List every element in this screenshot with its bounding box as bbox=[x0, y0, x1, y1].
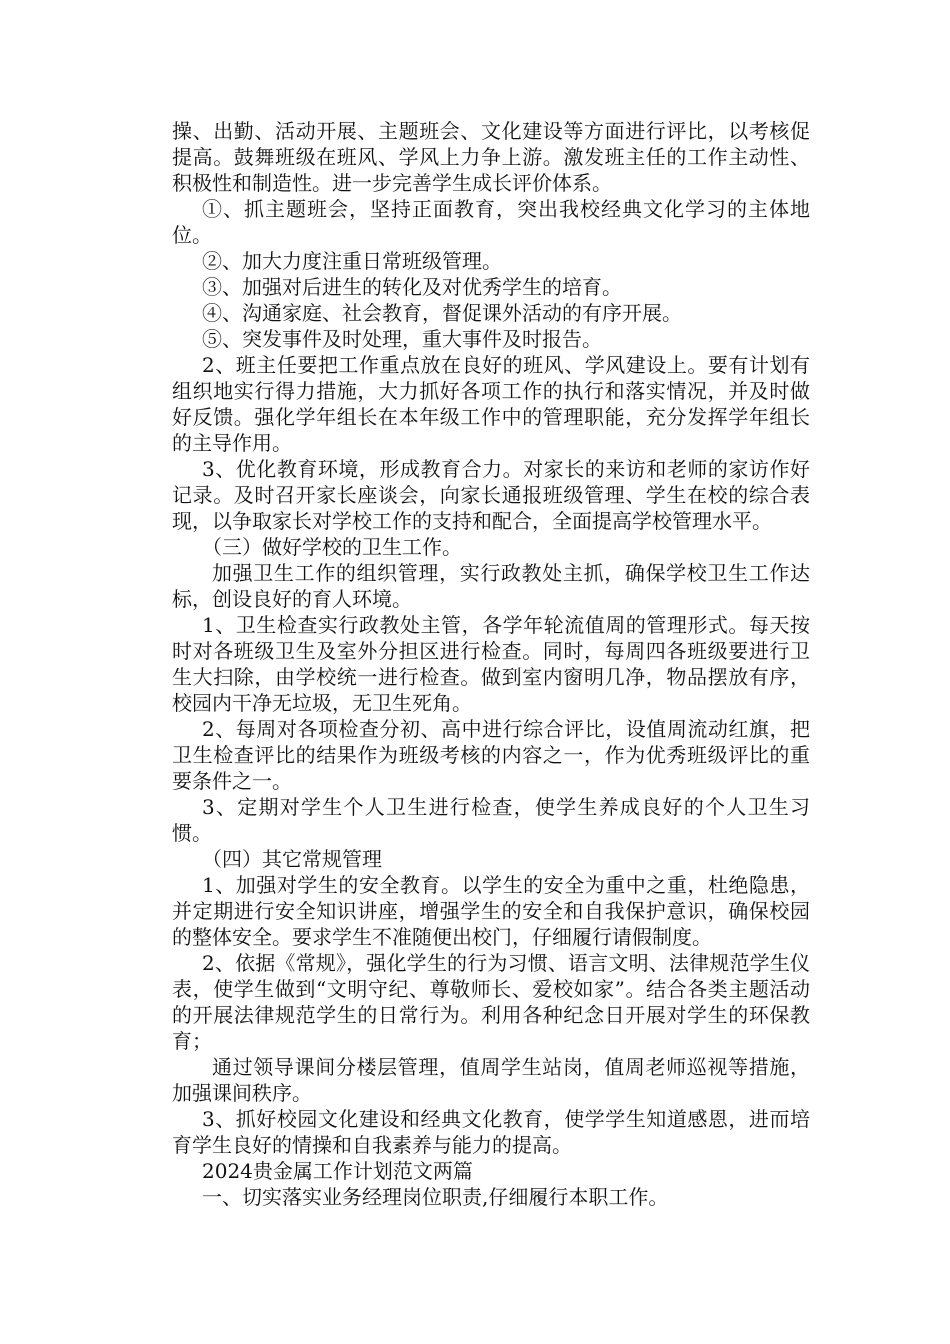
list-item-3: ③、加强对后进生的转化及对优秀学生的培育。 bbox=[202, 275, 622, 299]
paragraph-hygiene-2: 2、每周对各项检查分初、高中进行综合评比，设值周流动红旗，把卫生检查评比的结果作为班级考核的内容之一，作为优秀班级评比的重要条件之一。 bbox=[172, 717, 810, 793]
paragraph-hygiene-1: 1、卫生检查实行政教处主管，各学年轮流值周的管理形式。每天按时对各班级卫生及室外分担区进行检查。同时，每周四各班级要进行卫生大扫除，由学校统一进行检查。做到室内窗明几净，物品摆放有序，校园内干净无垃圾，无卫生死角。 bbox=[172, 613, 810, 715]
paragraph-education-environment: 3、优化教育环境，形成教育合力。对家长的来访和老师的家访作好记录。及时召开家长座谈会，向家长通报班级管理、学生在校的综合表现，以争取家长对学校工作的支持和配合，全面提高学校管理水平。 bbox=[172, 457, 810, 533]
paragraph-other-2: 2、依据《常规》，强化学生的行为习惯、语言文明、法律规范学生仪表，使学生做到“文明守纪、尊敬师长、爱校如家”。结合各类主题活动的开展法律规范学生的日常行为。利用各种纪念日开展对学生的环保教育； bbox=[172, 951, 810, 1053]
list-item-5: ⑤、突发事件及时处理，重大事件及时报告。 bbox=[202, 327, 602, 351]
paragraph-class-management: 2、班主任要把工作重点放在良好的班风、学风建设上。要有计划有组织地实行得力措施，大力抓好各项工作的执行和落实情况，并及时做好反馈。强化学年组长在本年级工作中的管理职能，充分发挥学年组长的主导作用。 bbox=[172, 353, 810, 455]
list-item-1: ①、抓主题班会，坚持正面教育，突出我校经典文化学习的主体地位。 bbox=[172, 197, 810, 247]
list-item-2: ②、加大力度注重日常班级管理。 bbox=[202, 249, 502, 273]
paragraph-hygiene-intro: 加强卫生工作的组织管理，实行政教处主抓，确保学校卫生工作达标，创设良好的育人环境。 bbox=[172, 561, 810, 611]
paragraph-plan-1: 一、切实落实业务经理岗位职责,仔细履行本职工作。 bbox=[202, 1185, 669, 1209]
section-heading-hygiene: （三）做好学校的卫生工作。 bbox=[202, 535, 462, 559]
document-title: 2024贵金属工作计划范文两篇 bbox=[202, 1159, 473, 1183]
list-item-4: ④、沟通家庭、社会教育，督促课外活动的有序开展。 bbox=[202, 301, 682, 325]
paragraph-other-2-cont: 通过领导课间分楼层管理，值周学生站岗，值周老师巡视等措施，加强课间秩序。 bbox=[172, 1055, 810, 1105]
paragraph-other-3: 3、抓好校园文化建设和经典文化教育，使学学生知道感恩，进而培育学生良好的情操和自我素养与能力的提高。 bbox=[172, 1107, 810, 1157]
paragraph-hygiene-3: 3、定期对学生个人卫生进行检查，使学生养成良好的个人卫生习惯。 bbox=[172, 795, 810, 845]
paragraph-continuation: 操、出勤、活动开展、主题班会、文化建设等方面进行评比，以考核促提高。鼓舞班级在班风、学风上力争上游。激发班主任的工作主动性、积极性和制造性。进一步完善学生成长评价体系。 bbox=[172, 119, 810, 195]
section-heading-other: （四）其它常规管理 bbox=[202, 847, 382, 871]
paragraph-other-1: 1、加强对学生的安全教育。以学生的安全为重中之重，杜绝隐患，并定期进行安全知识讲座，增强学生的安全和自我保护意识，确保校园的整体安全。要求学生不准随便出校门，仔细履行请假制度。 bbox=[172, 873, 810, 949]
